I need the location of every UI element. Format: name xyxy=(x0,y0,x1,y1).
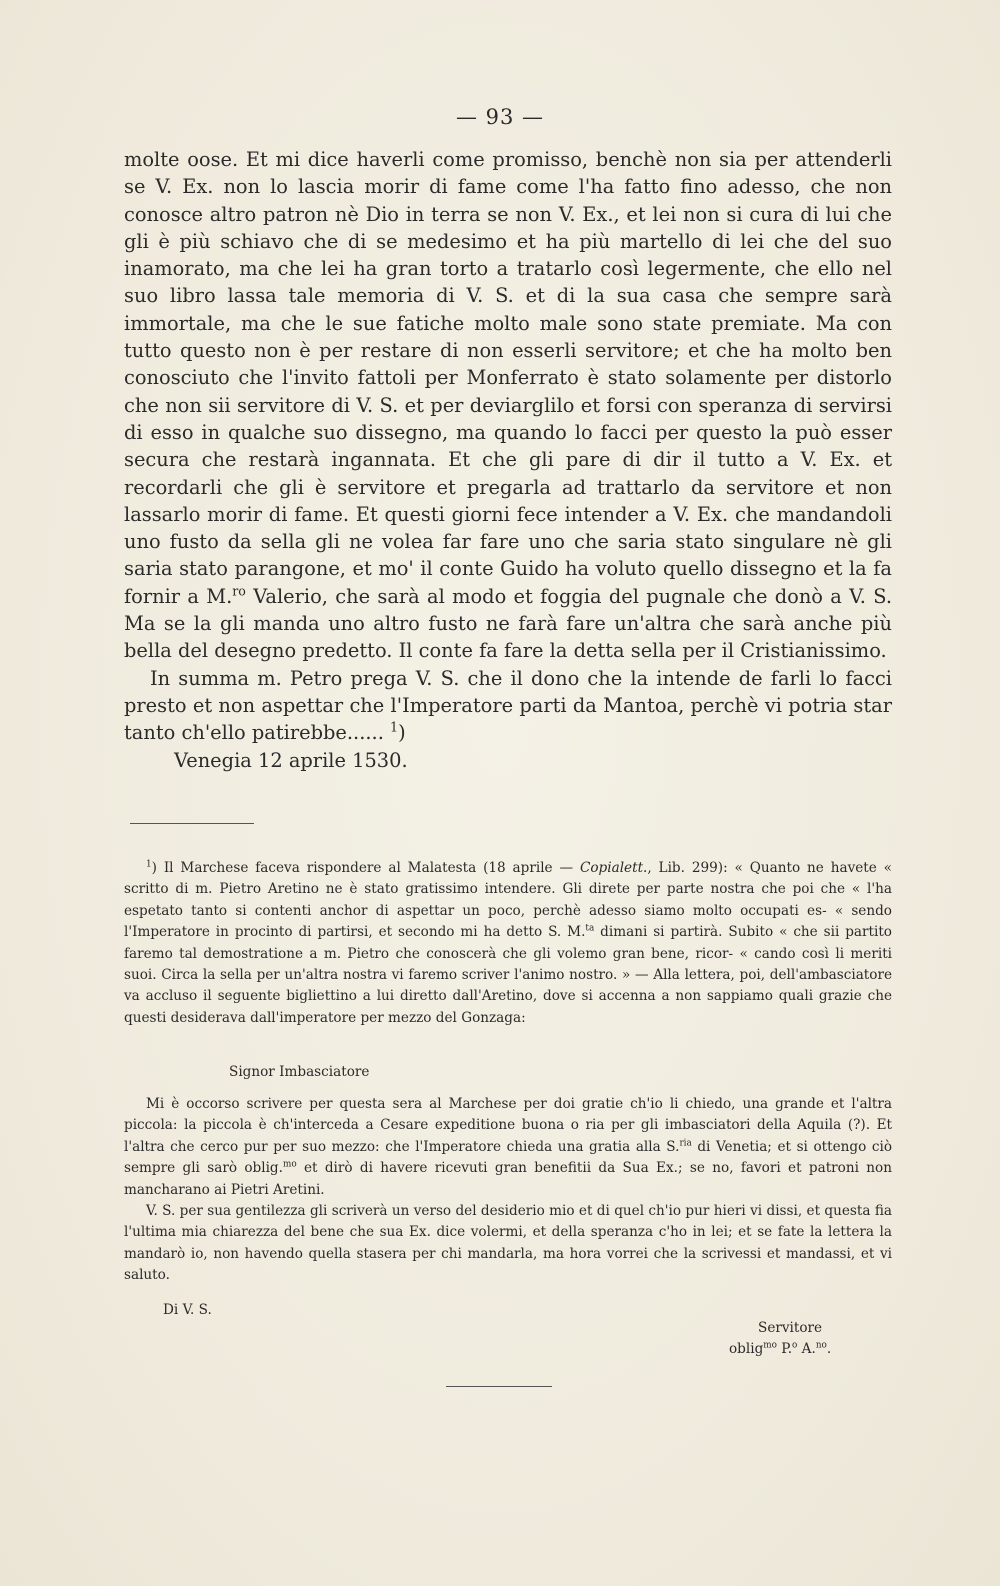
footnote-text-a: Il Marchese faceva rispondere al Malatesta (18 aprile — xyxy=(156,860,580,876)
footnote-text-c: dimani si partirà. Subito « che sii partito faremo tal demostratione a m. Pietro che conoscerà che gli volemo gran bene, ricor- « cando così li meriti suoi. Circa la sella per un'altra nostra vi faremo scriver l'animo nostro. » — Alla lettera, poi, dell'ambasciatore va accluso il seguente bigliettino a lui diretto dall'Aretino, dove si accenna a non sappiamo quali grazie che questi desiderava dall'imperatore per mezzo del Gonzaga: xyxy=(124,924,892,1026)
letter-signature xyxy=(729,1341,831,1357)
superscript-ro: ro xyxy=(232,583,246,599)
sig-po: P. xyxy=(776,1341,793,1357)
letter-salutation: Signor Imbasciatore xyxy=(229,1064,370,1080)
main-text xyxy=(124,146,892,774)
footnote-text-b: , Lib. 299): « Quanto ne havete « scritto di m. Pietro Aretino ne è stato gratissimo intendere. Gli direte per parte nostra che poi che « l'ha espetato tanto si contenti anchor di aspettar un poco, perchè adesso siamo molto occupati es- « sendo l'Imperatore in procinto di partirsi, et secondo mi ha detto S. M. xyxy=(124,860,892,941)
sig-ano: A. xyxy=(797,1341,816,1357)
footnote-1 xyxy=(124,858,892,1029)
footnote xyxy=(124,858,892,1029)
sig-ano-end: . xyxy=(826,1341,832,1357)
sig-po-sup: o xyxy=(792,1340,798,1351)
paragraph-1-text: molte oose. Et mi dice haverli come promisso, benchè non sia per attenderli se V. Ex. non lo lascia morir di fame come l'ha fatto fino adesso, che non conosce altro patron nè Dio in terra se non V. Ex., et lei non si cura di lui che gli è più schiavo che di se medesimo et ha più martello di lei che del suo inamorato, ma che lei ha gran torto a tratarlo così legermente, che ello nel suo libro lassa tale memoria di V. S. et di la sua casa che sempre sarà immortale, ma che le sue fatiche molto male sono state premiate. Ma con tutto questo non è per restare di non esserli servitore; et che ha molto ben conosciuto che l'invito fattoli per Monferrato è stato solamente per distorlo che non sii servitore di V. S. et per deviarglilo et forsi con speranza di servirsi di esso in qualche suo dissegno, ma quando lo facci per questo la può esser secura che restarà ingannata. Et che gli pare di dir il tutto a V. Ex. et recordarli che gli è servitore et pregarla ad trattarlo da servitore et non lassarlo morir di fame. Et questi giorni fece intender a V. Ex. che mandandoli uno fusto da sella gli ne volea far fare uno che saria stato singulare nè gli saria stato parangone, et mo' il conte Guido ha voluto quello dissegno et la fa fornir a M. xyxy=(124,148,892,608)
footnote-reference-close: ) xyxy=(398,721,406,745)
letter-di-vs: Di V. S. xyxy=(163,1302,212,1318)
footnote-separator xyxy=(130,823,254,824)
end-rule xyxy=(446,1386,552,1387)
letter-p1-c: et dirò di havere ricevuti gran benefitii da Sua Ex.; se no, favori et patroni non mancharano ai Pietri Aretini. xyxy=(124,1160,892,1198)
paragraph-2 xyxy=(124,665,892,747)
paragraph-2-text: In summa m. Petro prega V. S. che il dono che la intende de farli lo facci presto et non aspettar che l'Imperatore parti da Mantoa, perchè vi potria star tanto ch'ello patirebbe...... xyxy=(124,666,892,745)
sig-oblig-sup: mo xyxy=(763,1340,777,1351)
letter-servitore: Servitore xyxy=(758,1320,823,1336)
letter-paragraph-1 xyxy=(124,1094,892,1201)
letter-p1-b: di Venetia; et si ottengo ciò sempre gli sarò oblig. xyxy=(124,1138,892,1177)
letter-p1-a: Mi è occorso scrivere per questa sera al Marchese per doi gratie ch'io li chiedo, una grande et l'altra piccola: la piccola è ch'interceda a Cesare expeditione buona o ria per gli imbasciatori della Aquila (?). Et l'altra che cerco pur per suo mezzo: che l'Imperatore chieda una gratia alla S. xyxy=(124,1096,892,1155)
superscript-mo: mo xyxy=(282,1159,297,1170)
paragraph-1-continued: Valerio, che sarà al modo et foggia del pugnale che donò a V. S. Ma se la gli manda uno altro fusto ne farà fare un'altra che sarà anche più bella del desegno predetto. Il conte fa fare la detta sella per il Cristianissimo. xyxy=(124,584,892,663)
footnote-marker-close: ) xyxy=(151,860,157,876)
footnote-marker: 1 xyxy=(146,859,152,870)
superscript-ria: ria xyxy=(679,1138,692,1149)
letter-body xyxy=(124,1094,892,1287)
sig-ano-sup: no xyxy=(815,1340,827,1351)
page-number: — 93 — xyxy=(455,105,545,129)
letter-paragraph-2: V. S. per sua gentilezza gli scriverà un verso del desiderio mio et di quel ch'io pur hieri vi dissi, et questa fia l'ultima mia chiarezza del bene che sua Ex. dice volermi, et della speranza c'ho in lei; et se fate la lettera la mandarò io, non havendo quella stasera per chi mandarla, ma hora vorrei che la scrivessi et mandassi, et vi saluto. xyxy=(124,1203,892,1284)
superscript-ta: ta xyxy=(585,923,595,934)
sig-oblig: oblig xyxy=(729,1341,764,1357)
dateline: Venegia 12 aprile 1530. xyxy=(174,748,408,772)
paragraph-1 xyxy=(124,146,892,665)
footnote-italic-source: Copialett. xyxy=(579,860,648,876)
footnote-reference: 1 xyxy=(390,719,399,735)
